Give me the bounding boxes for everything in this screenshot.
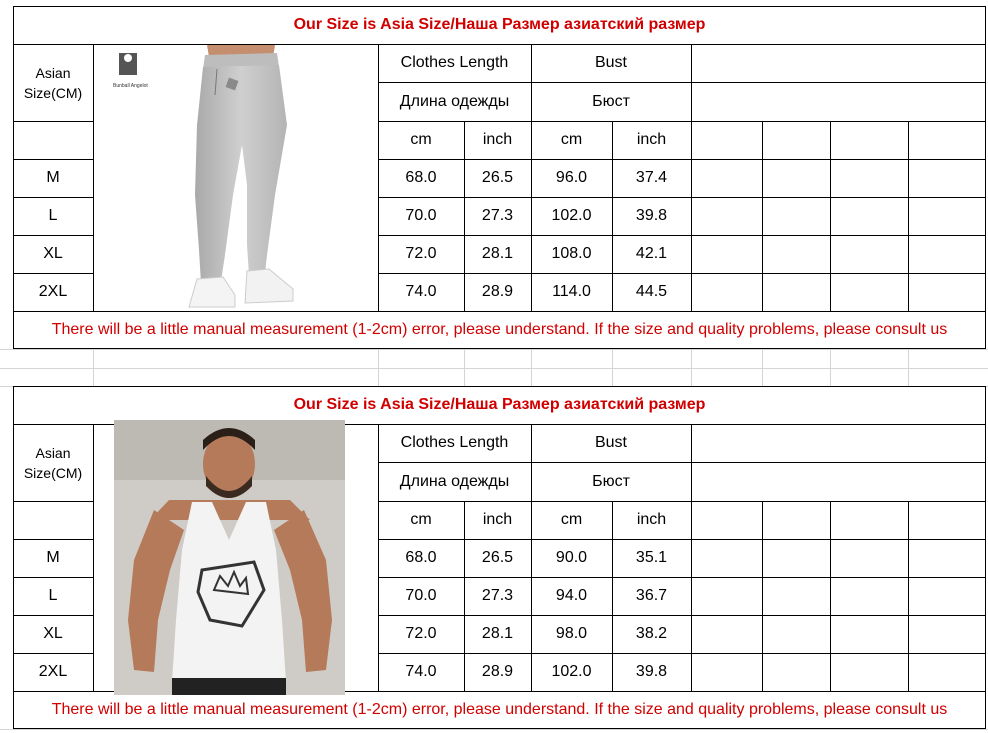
tank-top-model-photo	[114, 420, 345, 695]
asian-size-header	[13, 424, 93, 501]
clothes-length-header-ru: Длина одежды	[399, 472, 510, 490]
bust-header: Bust	[594, 54, 627, 71]
length-inch-cell: 26.5	[481, 549, 514, 566]
bust-inch-cell: 38.2	[635, 625, 668, 642]
size-label: M	[46, 549, 60, 566]
bust-cm-cell: 102.0	[551, 207, 592, 224]
unit-header: inch	[482, 131, 513, 148]
size-label: XL	[43, 245, 63, 262]
length-inch-cell: 28.1	[481, 245, 514, 262]
measurement-note: There will be a little manual measurement (1-2cm) error, please understand. If the size and quality problems, please consult us	[51, 321, 948, 338]
bust-cm-cell: 102.0	[551, 663, 592, 680]
unit-header: inch	[636, 131, 667, 148]
length-cm-cell: 70.0	[405, 587, 437, 604]
bust-inch-cell: 39.8	[635, 207, 668, 224]
clothes-length-header: Clothes Length	[400, 434, 509, 451]
bust-cm-cell: 114.0	[552, 283, 591, 300]
unit-header: cm	[560, 131, 583, 148]
bust-inch-cell: 42.1	[635, 245, 668, 262]
bust-cm-cell: 90.0	[555, 549, 588, 566]
bust-inch-cell: 39.8	[635, 663, 668, 680]
size-table-pants	[13, 6, 987, 350]
length-cm-cell: 68.0	[405, 169, 437, 186]
bust-inch-cell: 37.4	[635, 169, 668, 186]
length-inch-cell: 26.5	[481, 169, 514, 186]
unit-header: inch	[636, 511, 667, 528]
length-inch-cell: 27.3	[481, 207, 514, 224]
length-cm-cell: 72.0	[405, 625, 437, 642]
length-cm-cell: 74.0	[405, 663, 437, 680]
size-label: L	[48, 207, 58, 224]
bust-cm-cell: 98.0	[555, 625, 588, 642]
size-label: M	[46, 169, 60, 186]
size-label: L	[48, 587, 58, 604]
size-label: 2XL	[38, 283, 68, 300]
size-label: XL	[43, 625, 63, 642]
length-cm-cell: 68.0	[405, 549, 437, 566]
length-inch-cell: 28.9	[481, 283, 514, 300]
length-inch-cell: 27.3	[481, 587, 514, 604]
asian-size-line1: Asian	[35, 64, 71, 81]
bust-cm-cell: 96.0	[555, 169, 588, 186]
unit-header: cm	[410, 511, 432, 528]
table-title: Our Size is Asia Size/Наша Размер азиатский размер	[293, 16, 706, 33]
length-cm-cell: 74.0	[405, 283, 437, 300]
clothes-length-header: Clothes Length	[400, 54, 509, 71]
length-inch-cell: 28.1	[481, 625, 514, 642]
bust-cm-cell: 94.0	[555, 587, 588, 604]
asian-size-line1: Asian	[35, 444, 71, 461]
bust-header-ru: Бюст	[592, 472, 630, 490]
bust-inch-cell: 36.7	[635, 587, 668, 604]
bust-cm-cell: 108.0	[551, 245, 592, 262]
measurement-note: There will be a little manual measurement (1-2cm) error, please understand. If the size and quality problems, please consult us	[51, 701, 948, 718]
clothes-length-header-ru: Длина одежды	[399, 92, 510, 110]
length-cm-cell: 72.0	[405, 245, 437, 262]
bust-inch-cell: 44.5	[635, 283, 668, 300]
unit-header: cm	[410, 131, 432, 148]
size-table-tank-top	[13, 386, 987, 730]
unit-header: cm	[560, 511, 583, 528]
asian-size-header	[13, 44, 93, 121]
bust-header: Bust	[594, 434, 627, 451]
bust-header-ru: Бюст	[592, 92, 630, 110]
size-label: 2XL	[38, 663, 68, 680]
svg-text:Bunball Angelot: Bunball Angelot	[113, 83, 148, 89]
bust-inch-cell: 35.1	[635, 549, 668, 566]
table-title: Our Size is Asia Size/Наша Размер азиатский размер	[293, 396, 706, 413]
brand-logo-icon	[113, 53, 148, 89]
unit-header: inch	[482, 511, 513, 528]
length-inch-cell: 28.9	[481, 663, 514, 680]
length-cm-cell: 70.0	[405, 207, 437, 224]
jogger-pants-photo	[97, 45, 375, 311]
asian-size-line2: Size(CM)	[23, 464, 83, 481]
asian-size-line2: Size(CM)	[23, 84, 83, 101]
